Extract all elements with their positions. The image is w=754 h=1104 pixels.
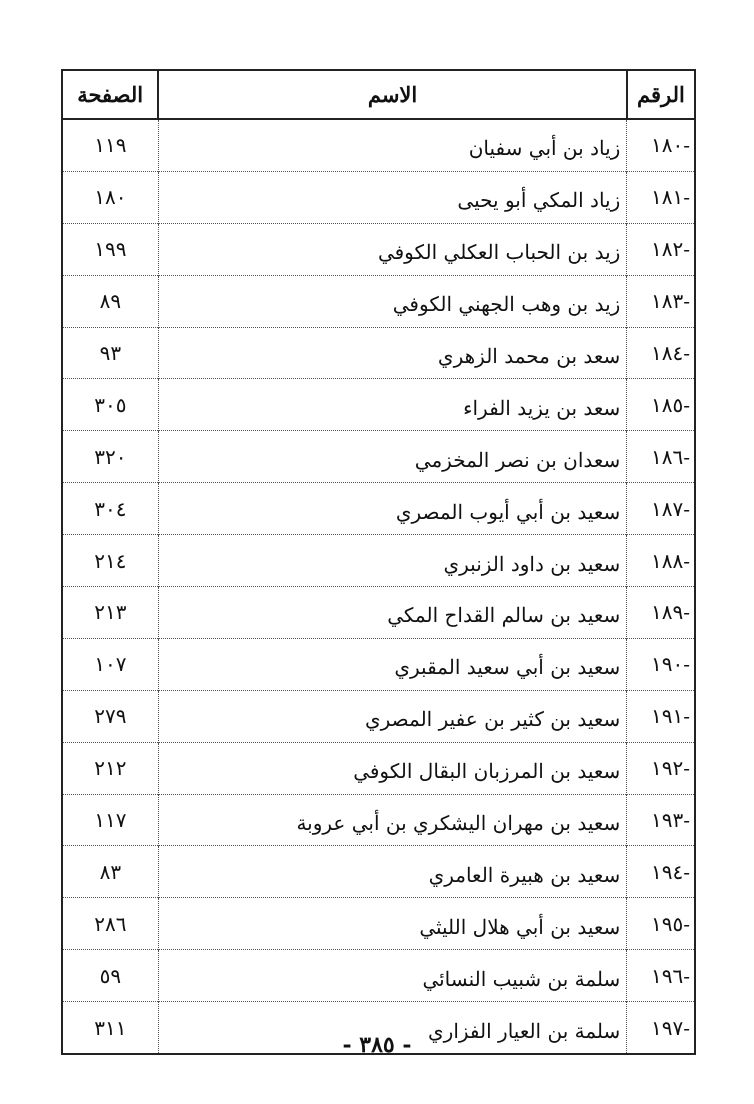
entry-name: سعيد بن المرزبان البقال الكوفي (158, 742, 626, 794)
header-page: الصفحة (62, 70, 158, 119)
entry-page: ٣٢٠ (62, 431, 158, 483)
entry-name: سعيد بن كثير بن عفير المصري (158, 690, 626, 742)
header-name: الاسم (158, 70, 626, 119)
entry-name: سلمة بن العيار الفزاري (158, 1002, 626, 1054)
entry-name: سعدان بن نصر المخزمي (158, 431, 626, 483)
entry-page: ٢١٢ (62, 742, 158, 794)
entry-name: سعيد بن أبي أيوب المصري (158, 483, 626, 535)
table-header (62, 70, 695, 119)
entry-number: -١٨٦ (627, 431, 695, 483)
entry-number: -١٨٥ (627, 379, 695, 431)
entry-page: ١١٧ (62, 794, 158, 846)
table-row (62, 846, 695, 898)
entry-name: سعيد بن سالم القداح المكي (158, 587, 626, 639)
entry-name: سعد بن يزيد الفراء (158, 379, 626, 431)
entry-number: -١٨١ (627, 171, 695, 223)
entry-number: -١٨٢ (627, 223, 695, 275)
entry-number: -١٩١ (627, 690, 695, 742)
entry-number: -١٩٦ (627, 950, 695, 1002)
entry-page: ٣٠٤ (62, 483, 158, 535)
index-table (61, 69, 696, 1055)
entry-page: ١٠٧ (62, 638, 158, 690)
entry-number: -١٨٧ (627, 483, 695, 535)
entry-name: زياد بن أبي سفيان (468, 136, 621, 161)
entry-number: -١٩٠ (627, 638, 695, 690)
table-row (62, 483, 695, 535)
entry-name: زيد بن وهب الجهني الكوفي (158, 275, 626, 327)
table-row (62, 638, 695, 690)
table-row (62, 690, 695, 742)
entry-number: -١٩٢ (627, 742, 695, 794)
page-number: - ٣٨٥ - (342, 1032, 412, 1058)
header-number: الرقم (627, 70, 695, 119)
entry-name: سعيد بن هبيرة العامري (158, 846, 626, 898)
entry-page: ١٩٩ (62, 223, 158, 275)
table-row (62, 379, 695, 431)
entry-page: ٣١١ (62, 1002, 158, 1054)
entry-name: سعيد بن أبي سعيد المقبري (158, 638, 626, 690)
table-row (62, 431, 695, 483)
table-body (62, 119, 695, 1054)
entry-name: سعيد بن داود الزنبري (158, 535, 626, 587)
entry-number: -١٩٧ (627, 1002, 695, 1054)
table-row (62, 587, 695, 639)
entry-number: -١٨٠ (627, 119, 695, 171)
entry-number: -١٨٩ (627, 587, 695, 639)
entry-page: ٢١٣ (62, 587, 158, 639)
entry-page: ٢٨٦ (62, 898, 158, 950)
entry-name: سعيد بن مهران اليشكري بن أبي عروبة (158, 794, 626, 846)
entry-page: ٥٩ (62, 950, 158, 1002)
table-row (62, 950, 695, 1002)
table-row (62, 119, 695, 171)
entry-number: -١٩٤ (627, 846, 695, 898)
entry-page: ٣٠٥ (62, 379, 158, 431)
table-row (62, 794, 695, 846)
table-row (62, 223, 695, 275)
entry-page: ٩٣ (62, 327, 158, 379)
table-row (62, 327, 695, 379)
entry-page: ٢١٤ (62, 535, 158, 587)
entry-number: -١٨٤ (627, 327, 695, 379)
header-row (62, 70, 695, 119)
entry-page: ١٨٠ (62, 171, 158, 223)
table-row (62, 535, 695, 587)
table-row (62, 171, 695, 223)
entry-name: سلمة بن شبيب النسائي (158, 950, 626, 1002)
entry-page: ١١٩ (62, 119, 158, 171)
table-row (62, 742, 695, 794)
entry-page: ٢٧٩ (62, 690, 158, 742)
entry-page: ٨٣ (62, 846, 158, 898)
entry-name: سعد بن محمد الزهري (158, 327, 626, 379)
entry-number: -١٩٥ (627, 898, 695, 950)
table-row (62, 275, 695, 327)
entry-number: -١٨٣ (627, 275, 695, 327)
entry-page: ٨٩ (62, 275, 158, 327)
table-row (62, 898, 695, 950)
entry-name: زياد المكي أبو يحيى (158, 171, 626, 223)
entry-number: -١٨٨ (627, 535, 695, 587)
entry-number: -١٩٣ (627, 794, 695, 846)
entry-name: زيد بن الحباب العكلي الكوفي (158, 223, 626, 275)
entry-name: سعيد بن أبي هلال الليثي (158, 898, 626, 950)
